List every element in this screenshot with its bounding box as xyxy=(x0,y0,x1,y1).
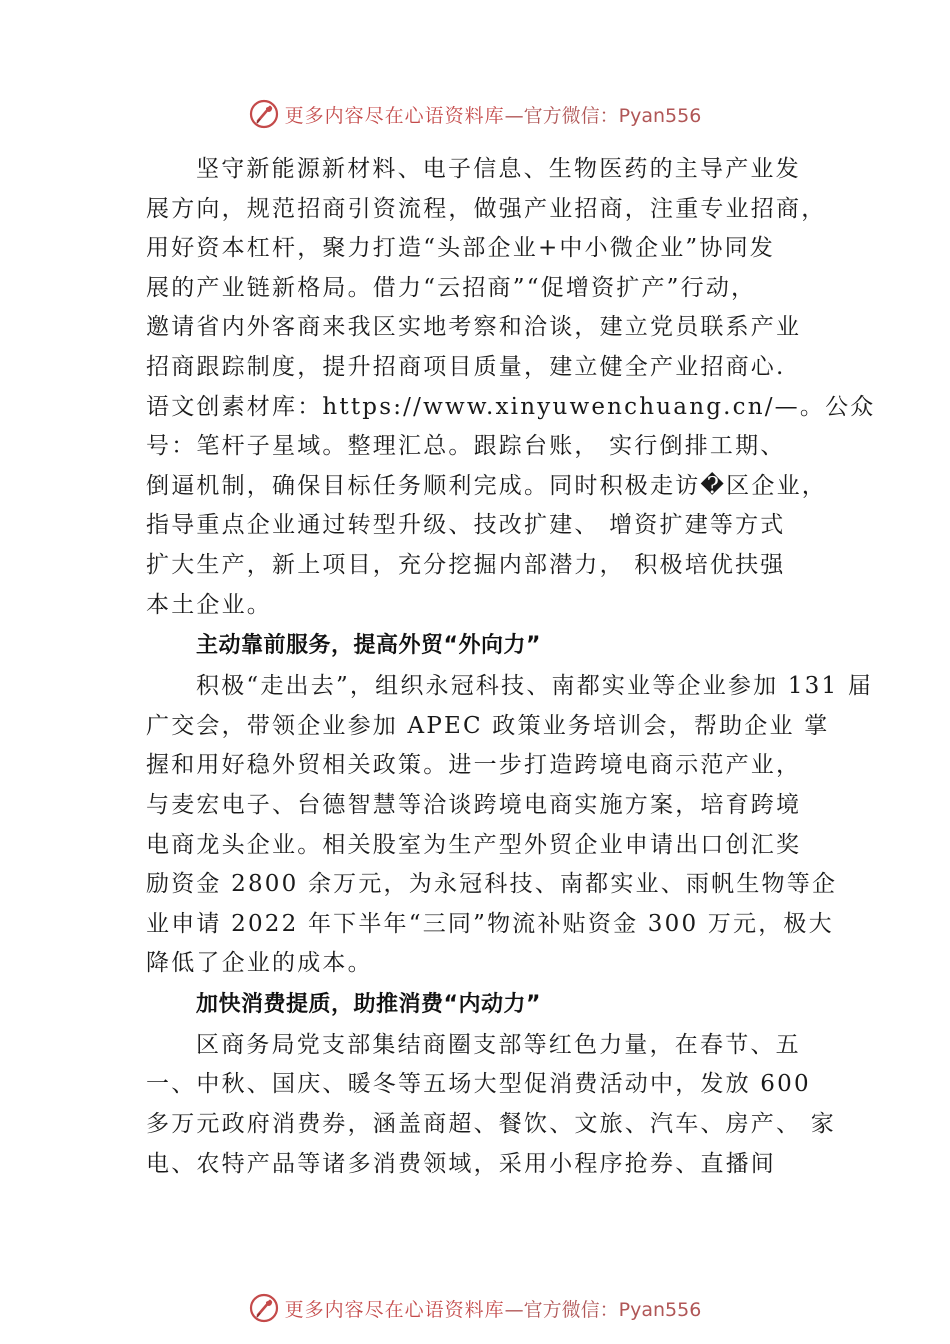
paragraph-line: 业申请 2022 年下半年“三同”物流补贴资金 300 万元，极大 xyxy=(146,910,834,937)
paragraph-line: 坚守新能源新材料、电子信息、生物医药的主导产业发 xyxy=(196,156,801,182)
quill-pen-logo-icon xyxy=(249,99,279,129)
paragraph-line: 电商龙头企业。相关股室为生产型外贸企业申请出口创汇奖 xyxy=(146,831,802,858)
paragraph-line: 积极“走出去”，组织永冠科技、南都实业等企业参加 131 届 xyxy=(196,673,874,700)
paragraph-line: 区商务局党支部集结商圈支部等红色力量，在春节、五 xyxy=(196,1031,801,1058)
paragraph-line: 招商跟踪制度，提升招商项目质量，建立健全产业招商心. xyxy=(146,353,786,380)
paragraph-line: 用好资本杠杆，聚力打造“头部企业+中小微企业”协同发 xyxy=(146,235,775,262)
paragraph-line: 广交会，带领企业参加 APEC 政策业务培训会，帮助企业 掌 xyxy=(146,712,830,739)
paragraph-line: 励资金 2800 余万元，为永冠科技、南都实业、雨帆生物等企 xyxy=(146,871,838,898)
paragraph-line: 电、农特产品等诸多消费领域，采用小程序抢券、直播间 xyxy=(146,1150,776,1177)
paragraph-line: 号：笔杆子星域。整理汇总。跟踪台账， 实行倒排工期、 xyxy=(146,433,786,460)
paragraph-line: 握和用好稳外贸相关政策。进一步打造跨境电商示范产业， xyxy=(146,752,802,779)
paragraph-line: 多万元政府消费券，涵盖商超、餐饮、文旅、汽车、房产、 家 xyxy=(146,1111,836,1138)
paragraph-line: 本土企业。 xyxy=(146,591,272,618)
document-body xyxy=(146,150,876,1184)
paragraph-line: 降低了企业的成本。 xyxy=(146,950,373,977)
paragraph-line: 展的产业链新格局。借力“云招商”“促增资扩产”行动， xyxy=(146,274,757,301)
paragraph-line: 与麦宏电子、台德智慧等洽谈跨境电商实施方案，培育跨境 xyxy=(146,791,802,818)
paragraph-line: 扩大生产，新上项目，充分挖掘内部潜力， 积极培优扶强 xyxy=(146,551,786,578)
section-heading-consumption: 加快消费提质，助推消费“内动力” xyxy=(196,991,541,1017)
paragraph-line: 展方向，规范招商引资流程，做强产业招商，注重专业招商， xyxy=(146,195,827,222)
banner-brand-text: 更多内容尽在心语资料库 xyxy=(284,1298,505,1321)
banner-wechat-text: —官方微信：Pyan556 xyxy=(504,104,702,127)
banner-brand-text: 更多内容尽在心语资料库 xyxy=(284,104,505,127)
paragraph-line: 倒逼机制，确保目标任务顺利完成。同时积极走访�区企业， xyxy=(146,472,827,499)
paragraph-line: 指导重点企业通过转型升级、技改扩建、 增资扩建等方式 xyxy=(146,512,786,539)
paragraph-line: 邀请省内外客商来我区实地考察和洽谈，建立党员联系产业 xyxy=(146,314,802,341)
banner-wechat-text: —官方微信：Pyan556 xyxy=(504,1298,702,1321)
header-banner xyxy=(0,96,950,132)
quill-pen-logo-icon xyxy=(249,1293,279,1323)
section-heading-foreign-trade: 主动靠前服务，提高外贸“外向力” xyxy=(196,633,541,659)
paragraph-line: 一、中秋、国庆、暖冬等五场大型促消费活动中，发放 600 xyxy=(146,1071,811,1098)
paragraph-line: 语文创素材库：https://www.xinyuwenchuang.cn/—。公众 xyxy=(146,393,876,420)
footer-banner xyxy=(0,1290,950,1326)
